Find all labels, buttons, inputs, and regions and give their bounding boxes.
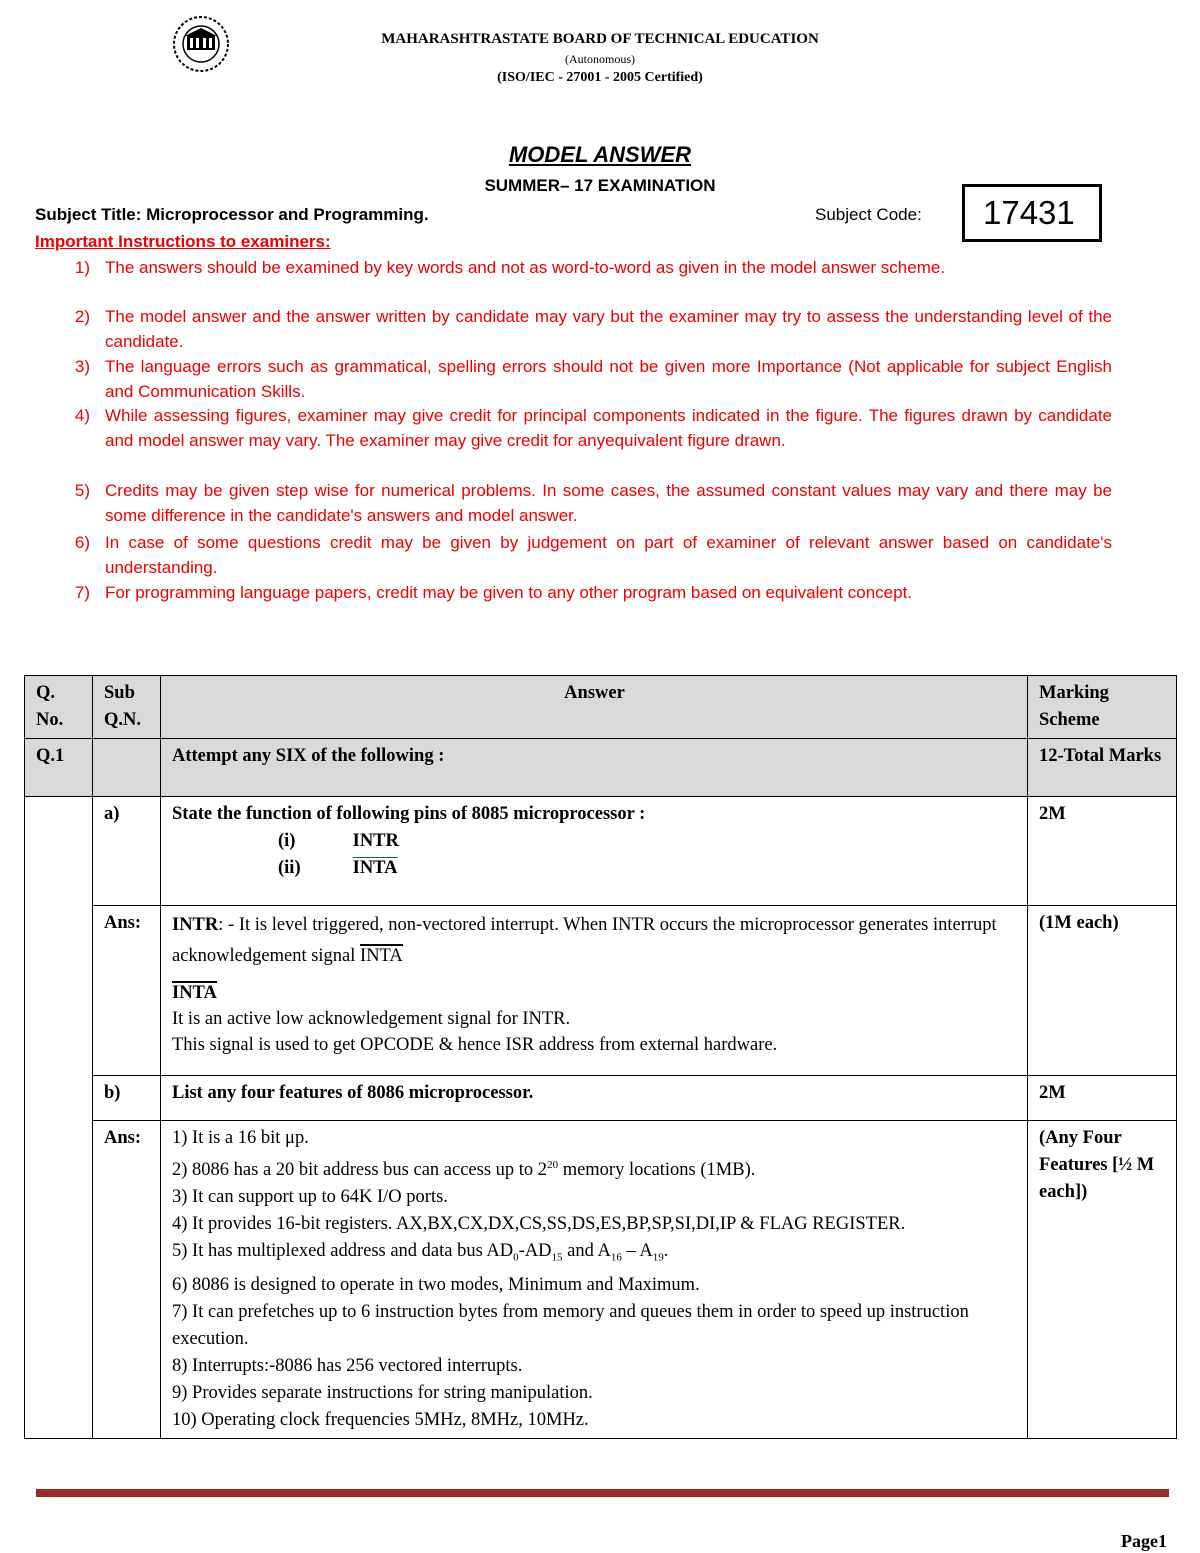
instruction-text: The answers should be examined by key words and not as word-to-word as given in the model answer scheme. [105, 258, 946, 277]
inta-label: INTA [172, 983, 217, 1003]
instruction-text: While assessing figures, examiner may give credit for principal components indicated in the figure. The figures drawn by candidate and model answer may vary. The examiner may give credit for anyequivalent figure drawn. [105, 406, 1112, 450]
feature-text: memory locations (1MB). [558, 1160, 756, 1181]
feature-text: and A [562, 1241, 611, 1262]
pin-number: (ii) [278, 858, 301, 878]
exam-name: SUMMER– 17 EXAMINATION [484, 176, 716, 195]
intr-label: INTR [172, 915, 219, 935]
header-answer: Answer [161, 676, 1028, 739]
marks-b-ans: (Any Four Features [½ M each]) [1028, 1121, 1177, 1439]
ans-label: Ans: [93, 906, 161, 1076]
instruction-text: The model answer and the answer written by candidate may vary but the examiner may try to assess the understanding level of the candidate. [105, 307, 1112, 351]
certification-label: (ISO/IEC - 27001 - 2005 Certified) [497, 70, 703, 85]
marks-a: 2M [1028, 797, 1177, 906]
pin-item [278, 828, 1017, 855]
q1-instruction: Attempt any SIX of the following : [161, 739, 1028, 797]
header-qno: Q. No. [25, 676, 93, 739]
feature-item: 9) Provides separate instructions for string manipulation. [172, 1382, 593, 1403]
feature-item: 10) Operating clock frequencies 5MHz, 8MHz, 10MHz. [172, 1409, 589, 1430]
pin-name: INTR [352, 831, 399, 851]
inta-line: This signal is used to get OPCODE & hence ISR address from external hardware. [172, 1035, 778, 1055]
instruction-item [35, 256, 1112, 281]
table-row [25, 1076, 1177, 1121]
table-header-row [25, 676, 1177, 739]
question-b: List any four features of 8086 microprocessor. [161, 1076, 1028, 1121]
header-sub: Sub Q.N. [93, 676, 161, 739]
feature-item: 6) 8086 is designed to operate in two modes, Minimum and Maximum. [172, 1274, 700, 1295]
feature-item: 3) It can support up to 64K I/O ports. [172, 1187, 448, 1208]
page-number: Page1 [1121, 1531, 1167, 1551]
instruction-number: 5) [74, 481, 90, 500]
subject-title: Subject Title: Microprocessor and Programming. [35, 205, 429, 224]
sub-b: b) [93, 1076, 161, 1121]
instruction-text: For programming language papers, credit may be given to any other program based on equivalent concept. [105, 583, 913, 602]
table-row [25, 1121, 1177, 1439]
q1-number: Q.1 [25, 739, 93, 797]
instruction-number: 3) [74, 357, 90, 376]
instruction-number: 1) [74, 258, 90, 277]
instruction-text: Credits may be given step wise for numerical problems. In some cases, the assumed constant values may vary and there may be some difference in the candidate's answers and model answer. [105, 481, 1112, 525]
feature-sub: 0 [513, 1251, 519, 1264]
table-row [25, 739, 1177, 797]
qno-empty-cell [25, 797, 93, 1439]
instruction-item [35, 404, 1112, 453]
answer-a [161, 906, 1028, 1076]
instruction-item [35, 581, 1112, 606]
subject-code-box: 17431 [962, 184, 1102, 242]
ans-label: Ans: [93, 1121, 161, 1439]
marks-a-ans: (1M each) [1028, 906, 1177, 1076]
feature-text: -AD [518, 1241, 552, 1262]
feature-text: 5) It has multiplexed address and data bus AD [172, 1241, 514, 1262]
question-a [161, 797, 1028, 906]
feature-item: 4) It provides 16-bit registers. AX,BX,CX,DX,CS,SS,DS,ES,BP,SP,SI,DI,IP & FLAG REGISTER. [172, 1214, 906, 1235]
instruction-item [35, 479, 1112, 528]
footer-divider [36, 1489, 1169, 1497]
instruction-item [35, 305, 1112, 354]
feature-item: 8) Interrupts:-8086 has 256 vectored interrupts. [172, 1355, 523, 1376]
sub-a: a) [93, 797, 161, 906]
feature-sub: 16 [610, 1251, 622, 1264]
instruction-number: 4) [74, 406, 90, 425]
feature-item [172, 1152, 1017, 1184]
q1-sub [93, 739, 161, 797]
pin-name: INTA [352, 858, 398, 878]
feature-item: 1) It is a 16 bit μp. [172, 1128, 309, 1148]
pin-number: (i) [278, 831, 296, 851]
feature-text: . [663, 1241, 669, 1262]
instruction-text: In case of some questions credit may be given by judgement on part of examiner of relevant answer based on candidate's understanding. [105, 533, 1112, 577]
feature-item [172, 1238, 1017, 1272]
feature-sup: 20 [547, 1159, 559, 1171]
feature-sub: 15 [551, 1251, 563, 1264]
inta-line: It is an active low acknowledgement signal for INTR. [172, 1009, 571, 1029]
instructions-title: Important Instructions to examiners: [35, 232, 331, 251]
intr-paragraph [172, 910, 1017, 972]
q1-marks: 12-Total Marks [1028, 739, 1177, 797]
table-row [25, 797, 1177, 906]
intr-signal: INTA [360, 946, 403, 966]
instruction-item [35, 355, 1112, 404]
answer-table [24, 675, 1177, 1439]
answer-b [161, 1121, 1028, 1439]
instruction-number: 7) [74, 583, 90, 602]
feature-text: – A [621, 1241, 653, 1262]
header-marking: Marking Scheme [1028, 676, 1177, 739]
question-a-text: State the function of following pins of 8085 microprocessor : [172, 804, 646, 824]
instruction-item [35, 531, 1112, 580]
subject-code-label: Subject Code: [815, 205, 922, 224]
board-name: MAHARASHTRASTATE BOARD OF TECHNICAL EDUCATION [381, 31, 819, 47]
feature-item: 7) It can prefetches up to 6 instruction bytes from memory and queues them in order to speed up instruction execution. [172, 1301, 969, 1349]
feature-sub: 19 [652, 1251, 664, 1264]
feature-text: 2) 8086 has a 20 bit address bus can access up to 2 [172, 1160, 548, 1181]
instruction-text: The language errors such as grammatical, spelling errors should not be given more Importance (Not applicable for subject English and Communication Skills. [105, 357, 1112, 401]
pin-item [278, 855, 1017, 882]
instruction-number: 2) [74, 307, 90, 326]
table-row [25, 906, 1177, 1076]
autonomous-label: (Autonomous) [565, 52, 635, 66]
instruction-number: 6) [74, 533, 90, 552]
page-title: MODEL ANSWER [508, 142, 692, 167]
intr-text: : - It is level triggered, non-vectored interrupt. When INTR occurs the microprocessor generates interrupt acknowledgement signal [172, 915, 997, 966]
marks-b: 2M [1028, 1076, 1177, 1121]
